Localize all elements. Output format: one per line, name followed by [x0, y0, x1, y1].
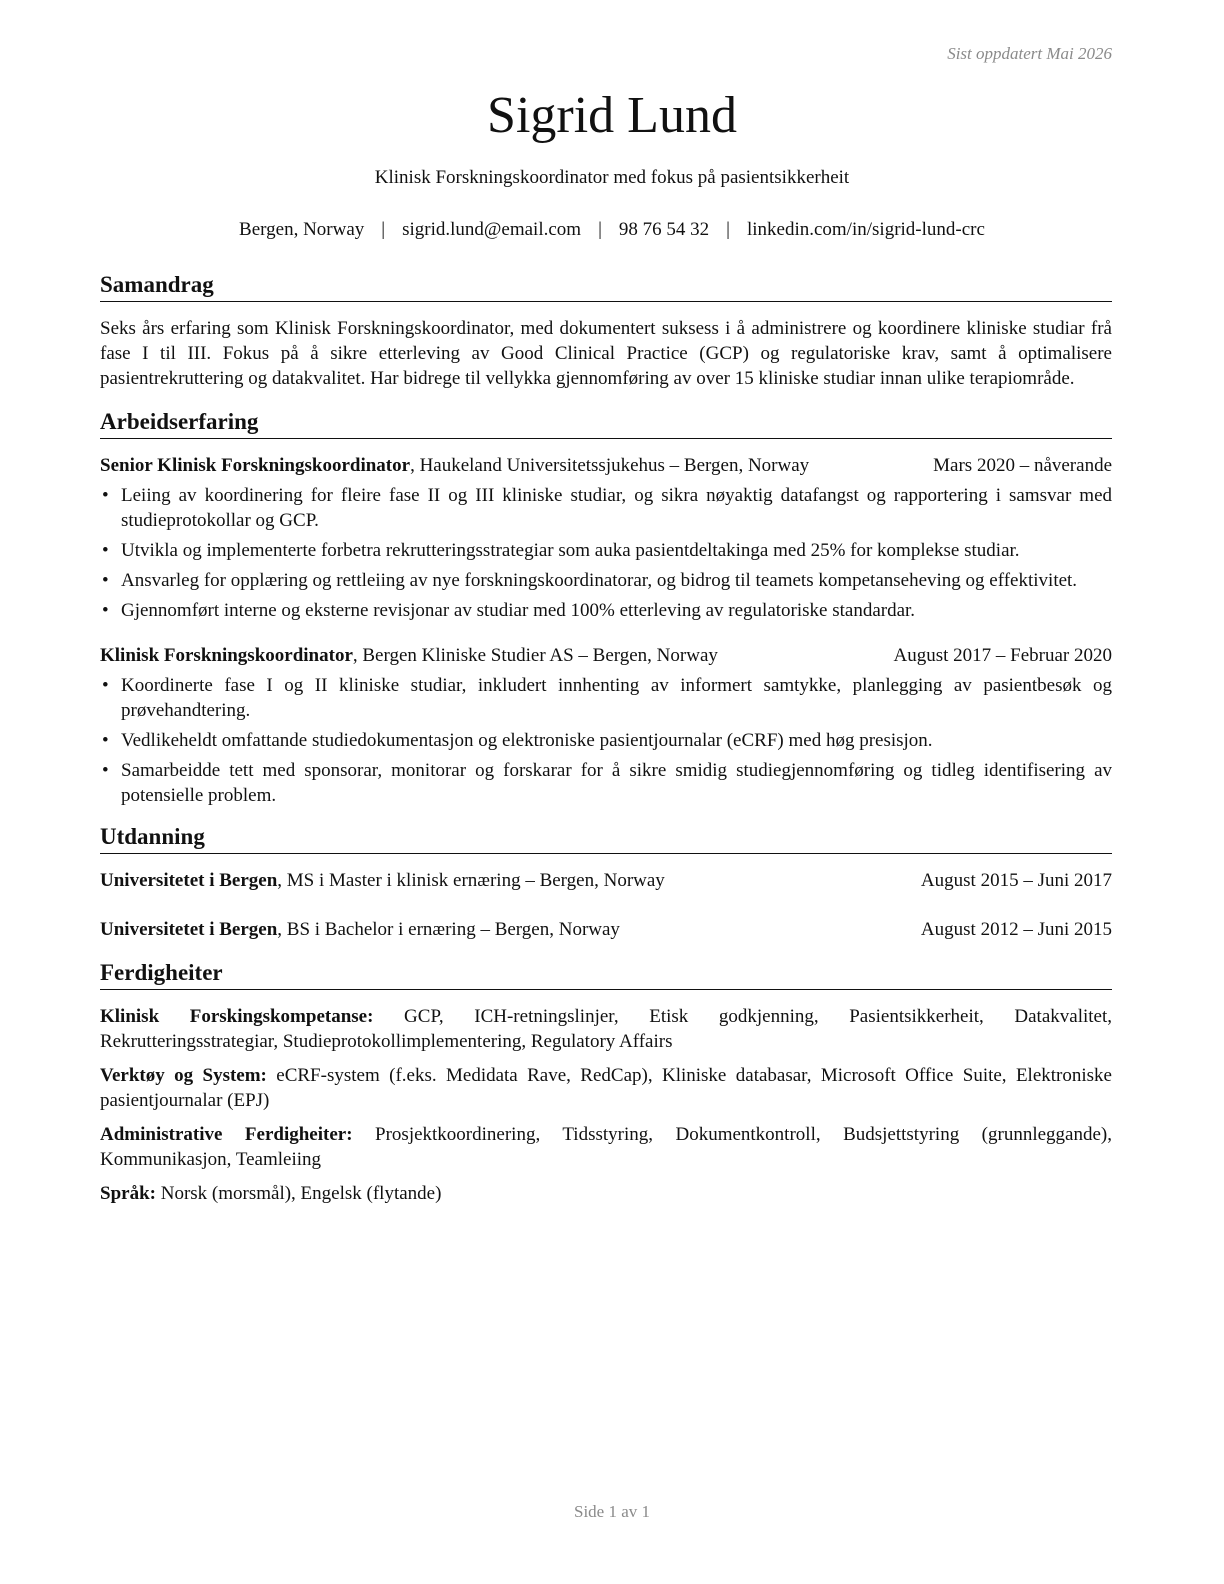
job-header [100, 643, 1112, 668]
contact-separator: | [598, 219, 602, 240]
job-organization: , Haukeland Universitetssjukehus – Bergen, Norway [410, 455, 810, 476]
section-title-summary: Samandrag [100, 270, 1112, 302]
education-school: Universitetet i Bergen [100, 870, 278, 891]
job-title-line [100, 643, 718, 668]
job-organization: , Bergen Kliniske Studier AS – Bergen, Norway [352, 645, 718, 666]
skill-group-label: Administrative Ferdigheiter: [100, 1124, 353, 1145]
headline: Klinisk Forskningskoordinator med fokus på pasientsikkerheit [374, 167, 850, 188]
skill-group [100, 1004, 1112, 1054]
job-bullet: • Gjennomført interne og eksterne revisjonar av studiar med 100% etterleving av regulatoriske standardar. [100, 598, 1112, 623]
education-dates: August 2015 – Juni 2017 [920, 870, 1112, 891]
job-role: Senior Klinisk Forskningskoordinator [100, 455, 411, 476]
skill-group-text: Norsk (morsmål), Engelsk (flytande) [155, 1183, 442, 1204]
skill-group-label: Klinisk Forskingskompetanse: [100, 1006, 374, 1027]
job-header [100, 453, 1112, 478]
education-entry [100, 868, 1112, 893]
job-bullets [100, 673, 1112, 808]
education-degree: , BS i Bachelor i ernæring – Bergen, Norway [277, 919, 620, 940]
resume-content [100, 270, 1112, 1215]
section-title-experience: Arbeidserfaring [100, 407, 1112, 439]
job-bullet: • Ansvarleg for opplæring og rettleiing av nye forskningskoordinatorar, og bidrog til teamets kompetanseheving og effektivitet. [100, 568, 1112, 593]
education-title-line [100, 917, 620, 942]
job-role: Klinisk Forskningskoordinator [100, 645, 353, 666]
education-title-line [100, 868, 665, 893]
skills-list [100, 1004, 1112, 1206]
contact-separator: | [381, 219, 386, 240]
skill-group [100, 1181, 1112, 1206]
last-updated: Sist oppdatert Mai 2026 [947, 44, 1112, 63]
education-degree: , MS i Master i klinisk ernæring – Bergen, Norway [277, 870, 665, 891]
skill-group-label: Verktøy og System: [100, 1065, 267, 1086]
job-entry [100, 453, 1112, 623]
education-entry [100, 917, 1112, 942]
job-dates: August 2017 – Februar 2020 [893, 645, 1112, 666]
job-dates: Mars 2020 – nåverande [933, 455, 1112, 476]
summary-text: Seks års erfaring som Klinisk Forskningskoordinator, med dokumentert suksess i å administrere og koordinere kliniske studiar frå fase I til III. Fokus på å sikre etterleving av Good Clinical Practice (GCP) og regulatoriske krav, samt å optimalisere pasientrekruttering og datakvalitet. Har bidrege til vellykka gjennomføring av over 15 kliniske studiar innan ulike terapiområde. [100, 318, 1112, 389]
job-bullet: • Koordinerte fase I og II kliniske studiar, inkludert innhenting av informert samtykke, planlegging av pasientbesøk og prøvehandtering. [100, 673, 1112, 723]
education-school: Universitetet i Bergen [100, 919, 278, 940]
section-title-education: Utdanning [100, 822, 1112, 854]
job-title-line [100, 453, 809, 478]
section-title-skills: Ferdigheiter [100, 958, 1112, 990]
contact-email[interactable]: sigrid.lund@email.com [402, 219, 582, 240]
contact-location: Bergen, Norway [239, 219, 365, 240]
skill-group-text: GCP, ICH-retningslinjer, Etisk godkjenning, Pasientsikkerheit, Datakvalitet, Rekrutteringsstrategiar, Studieprotokollimplementering, Regulatory Affairs [100, 1006, 1112, 1052]
contact-separator: | [726, 219, 730, 240]
page-number: Side 1 av 1 [573, 1502, 651, 1521]
skill-group-text: eCRF-system (f.eks. Medidata Rave, RedCap), Kliniske databasar, Microsoft Office Suite, Elektroniske pasientjournalar (EPJ) [100, 1065, 1112, 1111]
contact-linkedin[interactable]: linkedin.com/in/sigrid-lund-crc [746, 219, 985, 240]
contact-line [0, 219, 1224, 241]
job-bullet: • Samarbeidde tett med sponsorar, monitorar og forskarar for å sikre smidig studiegjennomføring og tidleg identifisering av potensielle problem. [100, 758, 1112, 808]
job-entry [100, 643, 1112, 808]
skill-group-text: Prosjektkoordinering, Tidsstyring, Dokumentkontroll, Budsjettstyring (grunnleggande), Kommunikasjon, Teamleiing [100, 1124, 1112, 1170]
job-bullet: • Leiing av koordinering for fleire fase II og III kliniske studiar, og sikra nøyaktig datafangst og rapportering i samsvar med studieprotokollar og GCP. [100, 483, 1112, 533]
job-bullet: • Vedlikeheldt omfattande studiedokumentasjon og elektroniske pasientjournalar (eCRF) med høg presisjon. [100, 728, 1112, 753]
skill-group [100, 1122, 1112, 1172]
skill-group-label: Språk: [100, 1183, 156, 1204]
job-bullet: • Utvikla og implementerte forbetra rekrutteringsstrategiar som auka pasientdeltakinga med 25% for komplekse studiar. [100, 538, 1112, 563]
skill-group [100, 1063, 1112, 1113]
contact-phone: 98 76 54 32 [618, 219, 710, 240]
education-dates: August 2012 – Juni 2015 [920, 919, 1112, 940]
job-bullets [100, 483, 1112, 623]
candidate-name: Sigrid Lund [487, 87, 737, 144]
